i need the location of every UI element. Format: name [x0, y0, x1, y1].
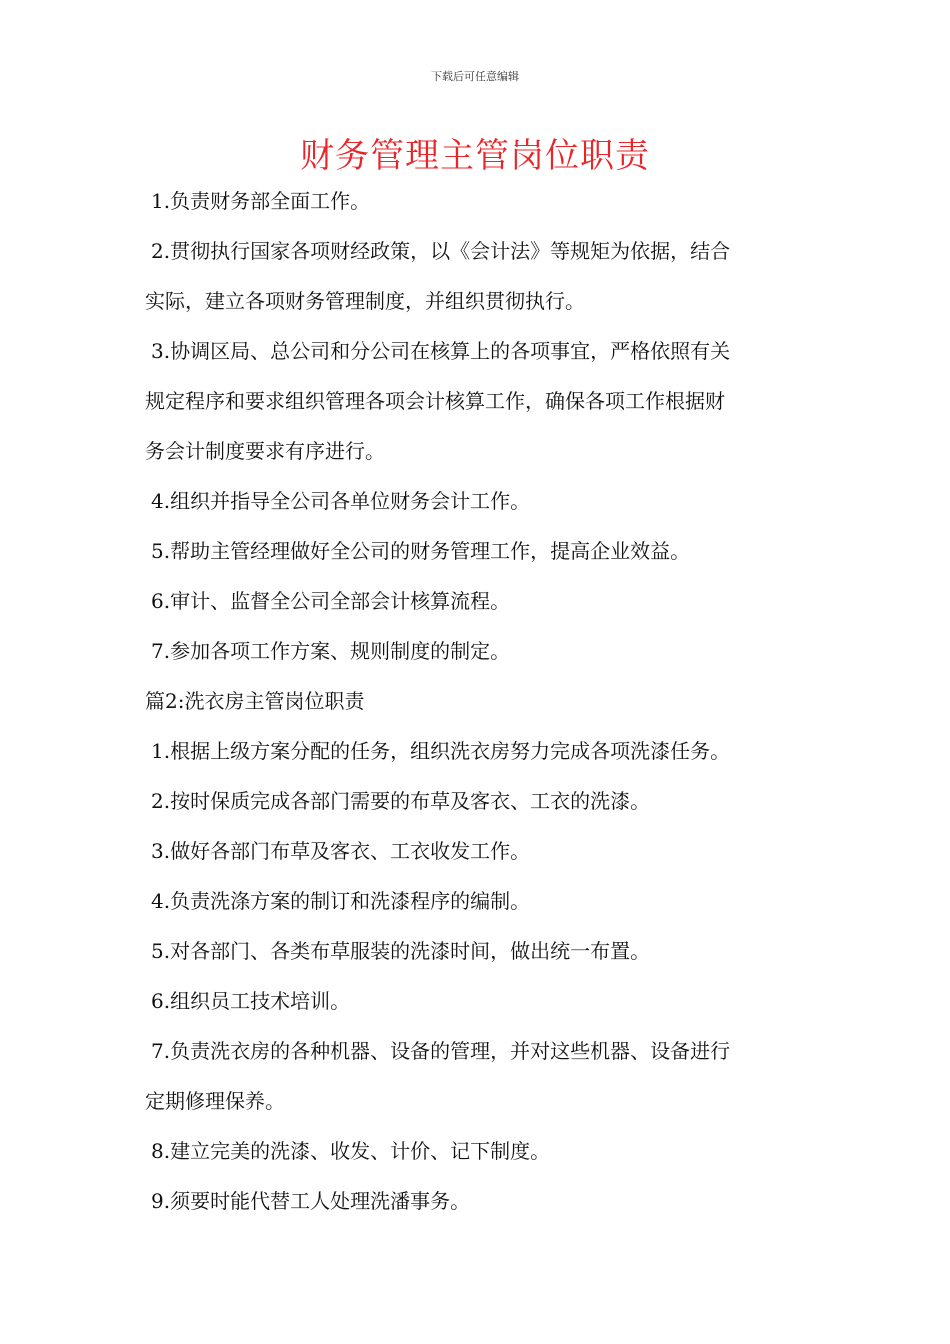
paragraph-line: 1.根据上级方案分配的任务，组织洗衣房努力完成各项洗漆任务。: [151, 739, 731, 763]
paragraph-line: 9.须要时能代替工人处理洗潘事务。: [151, 1189, 471, 1213]
paragraph-line: 定期修理保养。: [145, 1089, 285, 1113]
document-body: [145, 176, 810, 1226]
paragraph-line: 4.负责洗涤方案的制订和洗漆程序的编制。: [151, 889, 531, 913]
section-heading: 篇2:洗衣房主管岗位职责: [145, 689, 365, 713]
page-title: 财务管理主管岗位职责: [300, 136, 650, 176]
paragraph-line: 1.负责财务部全面工作。: [151, 189, 371, 213]
paragraph-line: 实际，建立各项财务管理制度，并组织贯彻执行。: [145, 289, 585, 313]
header-note: 下载后可任意编辑: [431, 70, 519, 83]
paragraph-line: 4.组织并指导全公司各单位财务会计工作。: [151, 489, 531, 513]
paragraph-line: 6.组织员工技术培训。: [151, 989, 351, 1013]
paragraph-line: 5.对各部门、各类布草服装的洗漆时间，做出统一布置。: [151, 939, 651, 963]
paragraph-line: 2.贯彻执行国家各项财经政策，以《会计法》等规矩为依据，结合: [151, 239, 731, 263]
paragraph-line: 务会计制度要求有序进行。: [145, 439, 385, 463]
paragraph-line: 7.参加各项工作方案、规则制度的制定。: [151, 639, 511, 663]
paragraph-line: 8.建立完美的洗漆、收发、计价、记下制度。: [151, 1139, 551, 1163]
paragraph-line: 6.审计、监督全公司全部会计核算流程。: [151, 589, 511, 613]
paragraph-line: 7.负责洗衣房的各种机器、设备的管理，并对这些机器、设备进行: [151, 1039, 731, 1063]
paragraph-line: 规定程序和要求组织管理各项会计核算工作，确保各项工作根据财: [145, 389, 725, 413]
paragraph-line: 5.帮助主管经理做好全公司的财务管理工作，提高企业效益。: [151, 539, 691, 563]
paragraph-line: 3.做好各部门布草及客衣、工衣收发工作。: [151, 839, 531, 863]
paragraph-line: 3.协调区局、总公司和分公司在核算上的各项事宜，严格依照有关: [151, 339, 731, 363]
paragraph-line: 2.按时保质完成各部门需要的布草及客衣、工衣的洗漆。: [151, 789, 651, 813]
